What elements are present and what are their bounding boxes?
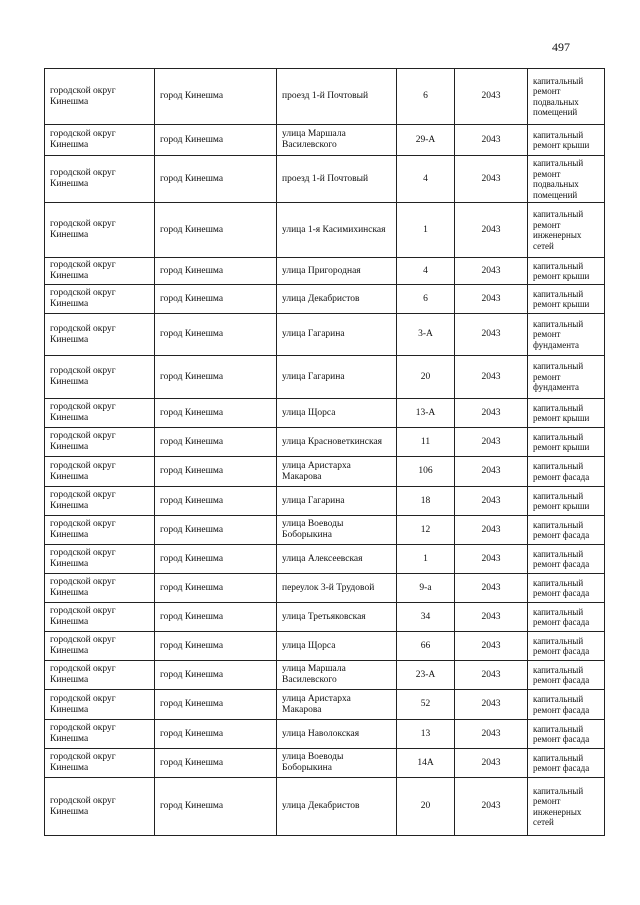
municipality-cell: городской округ Кинешма	[45, 574, 155, 603]
street-cell: улица Аристарха Макарова	[277, 690, 397, 720]
street-cell: переулок 3-й Трудовой	[277, 574, 397, 603]
city-cell: город Кинешма	[155, 661, 277, 690]
work-type-cell: капитальный ремонт крыши	[528, 399, 605, 428]
municipality-cell: городской округ Кинешма	[45, 778, 155, 836]
municipality-cell: городской округ Кинешма	[45, 356, 155, 399]
year-cell: 2043	[455, 125, 528, 156]
house-number-cell: 52	[397, 690, 455, 720]
municipality-cell: городской округ Кинешма	[45, 457, 155, 487]
table-row	[45, 603, 605, 632]
municipality-cell: городской округ Кинешма	[45, 603, 155, 632]
city-cell: город Кинешма	[155, 690, 277, 720]
year-cell: 2043	[455, 574, 528, 603]
table-row	[45, 69, 605, 125]
work-type-cell: капитальный ремонт фасада	[528, 603, 605, 632]
work-type-cell: капитальный ремонт крыши	[528, 487, 605, 516]
street-cell: улица Воеводы Боборыкина	[277, 749, 397, 778]
house-number-cell: 12	[397, 516, 455, 545]
street-cell: улица Щорса	[277, 399, 397, 428]
year-cell: 2043	[455, 399, 528, 428]
work-type-cell: капитальный ремонт фасада	[528, 661, 605, 690]
house-number-cell: 106	[397, 457, 455, 487]
table-row	[45, 720, 605, 749]
city-cell: город Кинешма	[155, 749, 277, 778]
house-number-cell: 34	[397, 603, 455, 632]
table-body	[45, 69, 605, 836]
street-cell: проезд 1-й Почтовый	[277, 156, 397, 203]
city-cell: город Кинешма	[155, 69, 277, 125]
house-number-cell: 3-А	[397, 314, 455, 356]
municipality-cell: городской округ Кинешма	[45, 314, 155, 356]
city-cell: город Кинешма	[155, 203, 277, 258]
table-row	[45, 457, 605, 487]
house-number-cell: 18	[397, 487, 455, 516]
year-cell: 2043	[455, 690, 528, 720]
table-row	[45, 314, 605, 356]
table-row	[45, 258, 605, 285]
city-cell: город Кинешма	[155, 516, 277, 545]
year-cell: 2043	[455, 428, 528, 457]
work-type-cell: капитальный ремонт фундамента	[528, 356, 605, 399]
house-number-cell: 6	[397, 69, 455, 125]
city-cell: город Кинешма	[155, 285, 277, 314]
city-cell: город Кинешма	[155, 314, 277, 356]
table-row	[45, 778, 605, 836]
year-cell: 2043	[455, 314, 528, 356]
street-cell: улица 1-я Касимихинская	[277, 203, 397, 258]
table-row	[45, 545, 605, 574]
table-row	[45, 399, 605, 428]
work-type-cell: капитальный ремонт фасада	[528, 632, 605, 661]
table-row	[45, 632, 605, 661]
work-type-cell: капитальный ремонт крыши	[528, 258, 605, 285]
year-cell: 2043	[455, 203, 528, 258]
house-number-cell: 1	[397, 545, 455, 574]
year-cell: 2043	[455, 603, 528, 632]
work-type-cell: капитальный ремонт фасада	[528, 516, 605, 545]
house-number-cell: 66	[397, 632, 455, 661]
municipality-cell: городской округ Кинешма	[45, 661, 155, 690]
city-cell: город Кинешма	[155, 778, 277, 836]
house-number-cell: 23-А	[397, 661, 455, 690]
municipality-cell: городской округ Кинешма	[45, 545, 155, 574]
municipality-cell: городской округ Кинешма	[45, 285, 155, 314]
house-number-cell: 20	[397, 356, 455, 399]
year-cell: 2043	[455, 457, 528, 487]
street-cell: улица Третьяковская	[277, 603, 397, 632]
city-cell: город Кинешма	[155, 603, 277, 632]
work-type-cell: капитальный ремонт инженерных сетей	[528, 778, 605, 836]
table-row	[45, 156, 605, 203]
table-row	[45, 203, 605, 258]
house-number-cell: 13-А	[397, 399, 455, 428]
city-cell: город Кинешма	[155, 720, 277, 749]
city-cell: город Кинешма	[155, 399, 277, 428]
city-cell: город Кинешма	[155, 545, 277, 574]
street-cell: улица Щорса	[277, 632, 397, 661]
year-cell: 2043	[455, 69, 528, 125]
street-cell: улица Гагарина	[277, 356, 397, 399]
year-cell: 2043	[455, 285, 528, 314]
table-row	[45, 356, 605, 399]
municipality-cell: городской округ Кинешма	[45, 399, 155, 428]
table-row	[45, 690, 605, 720]
table-row	[45, 574, 605, 603]
house-number-cell: 11	[397, 428, 455, 457]
city-cell: город Кинешма	[155, 356, 277, 399]
city-cell: город Кинешма	[155, 574, 277, 603]
table-row	[45, 285, 605, 314]
work-type-cell: капитальный ремонт фасада	[528, 749, 605, 778]
municipality-cell: городской округ Кинешма	[45, 487, 155, 516]
street-cell: улица Маршала Василевского	[277, 125, 397, 156]
table-row	[45, 428, 605, 457]
city-cell: город Кинешма	[155, 258, 277, 285]
municipality-cell: городской округ Кинешма	[45, 69, 155, 125]
work-type-cell: капитальный ремонт инженерных сетей	[528, 203, 605, 258]
municipality-cell: городской округ Кинешма	[45, 428, 155, 457]
work-type-cell: капитальный ремонт фасада	[528, 720, 605, 749]
work-type-cell: капитальный ремонт подвальных помещений	[528, 69, 605, 125]
house-number-cell: 4	[397, 156, 455, 203]
table-row	[45, 749, 605, 778]
municipality-cell: городской округ Кинешма	[45, 690, 155, 720]
work-type-cell: капитальный ремонт подвальных помещений	[528, 156, 605, 203]
street-cell: проезд 1-й Почтовый	[277, 69, 397, 125]
table-row	[45, 487, 605, 516]
year-cell: 2043	[455, 258, 528, 285]
street-cell: улица Красноветкинская	[277, 428, 397, 457]
work-type-cell: капитальный ремонт крыши	[528, 428, 605, 457]
work-type-cell: капитальный ремонт крыши	[528, 125, 605, 156]
municipality-cell: городской округ Кинешма	[45, 749, 155, 778]
street-cell: улица Пригородная	[277, 258, 397, 285]
year-cell: 2043	[455, 749, 528, 778]
page-number: 497	[552, 40, 570, 54]
street-cell: улица Воеводы Боборыкина	[277, 516, 397, 545]
work-type-cell: капитальный ремонт фасада	[528, 574, 605, 603]
work-type-cell: капитальный ремонт фундамента	[528, 314, 605, 356]
table-row	[45, 516, 605, 545]
work-type-cell: капитальный ремонт фасада	[528, 690, 605, 720]
year-cell: 2043	[455, 778, 528, 836]
municipality-cell: городской округ Кинешма	[45, 516, 155, 545]
year-cell: 2043	[455, 156, 528, 203]
city-cell: город Кинешма	[155, 125, 277, 156]
work-type-cell: капитальный ремонт фасада	[528, 457, 605, 487]
house-number-cell: 14А	[397, 749, 455, 778]
work-type-cell: капитальный ремонт крыши	[528, 285, 605, 314]
street-cell: улица Гагарина	[277, 314, 397, 356]
year-cell: 2043	[455, 545, 528, 574]
street-cell: улица Декабристов	[277, 285, 397, 314]
city-cell: город Кинешма	[155, 428, 277, 457]
city-cell: город Кинешма	[155, 156, 277, 203]
house-number-cell: 6	[397, 285, 455, 314]
table-row	[45, 125, 605, 156]
repair-registry-table	[44, 68, 605, 836]
year-cell: 2043	[455, 661, 528, 690]
year-cell: 2043	[455, 516, 528, 545]
municipality-cell: городской округ Кинешма	[45, 258, 155, 285]
work-type-cell: капитальный ремонт фасада	[528, 545, 605, 574]
municipality-cell: городской округ Кинешма	[45, 156, 155, 203]
city-cell: город Кинешма	[155, 487, 277, 516]
house-number-cell: 4	[397, 258, 455, 285]
house-number-cell: 13	[397, 720, 455, 749]
house-number-cell: 9-а	[397, 574, 455, 603]
house-number-cell: 20	[397, 778, 455, 836]
municipality-cell: городской округ Кинешма	[45, 203, 155, 258]
house-number-cell: 1	[397, 203, 455, 258]
year-cell: 2043	[455, 356, 528, 399]
street-cell: улица Аристарха Макарова	[277, 457, 397, 487]
municipality-cell: городской округ Кинешма	[45, 125, 155, 156]
city-cell: город Кинешма	[155, 632, 277, 661]
table-row	[45, 661, 605, 690]
street-cell: улица Наволокская	[277, 720, 397, 749]
street-cell: улица Алексеевская	[277, 545, 397, 574]
street-cell: улица Гагарина	[277, 487, 397, 516]
year-cell: 2043	[455, 632, 528, 661]
municipality-cell: городской округ Кинешма	[45, 632, 155, 661]
street-cell: улица Декабристов	[277, 778, 397, 836]
street-cell: улица Маршала Василевского	[277, 661, 397, 690]
year-cell: 2043	[455, 487, 528, 516]
city-cell: город Кинешма	[155, 457, 277, 487]
house-number-cell: 29-А	[397, 125, 455, 156]
year-cell: 2043	[455, 720, 528, 749]
municipality-cell: городской округ Кинешма	[45, 720, 155, 749]
